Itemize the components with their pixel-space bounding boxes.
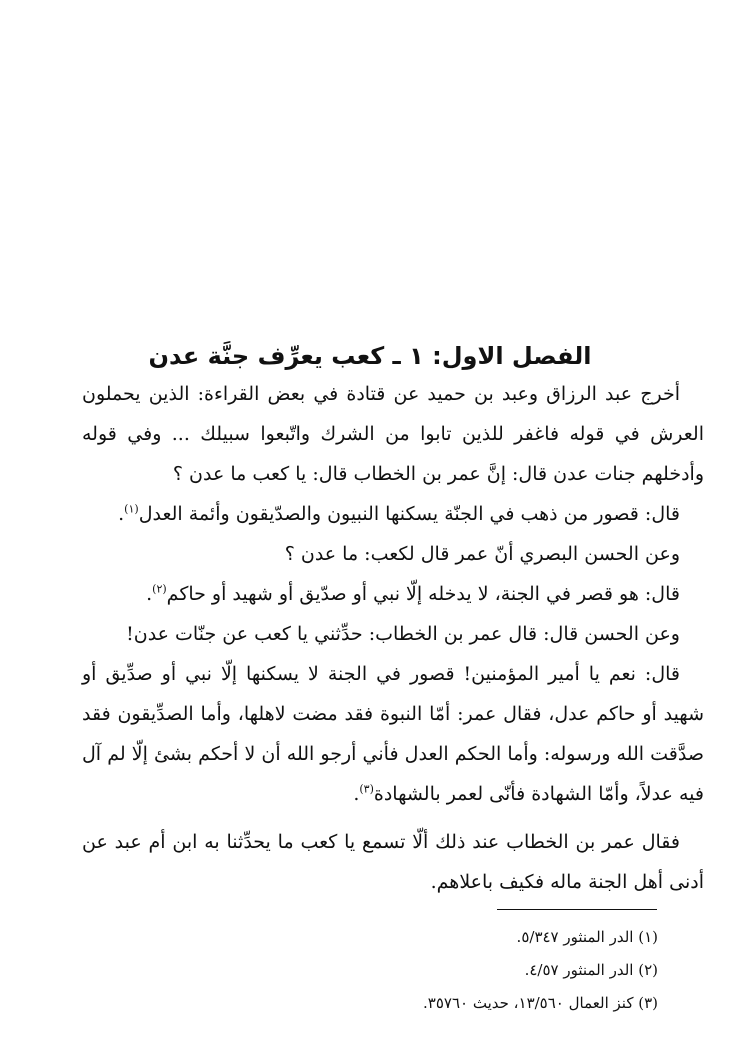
- footnote-ref: (٣): [359, 782, 374, 796]
- body-text: [82, 374, 704, 902]
- paragraph: وعن الحسن قال: قال عمر بن الخطاب: حدِّثني يا كعب عن جنّات عدن!: [126, 623, 680, 645]
- paragraph-text: قال: هو قصر في الجنة، لا يدخله إلّا نبي أو صدّيق أو شهيد أو حاكم: [166, 583, 680, 605]
- period: .: [146, 583, 153, 605]
- paragraph-text: قال: نعم يا أمير المؤمنين! قصور في الجنة لا يسكنها إلّا نبي أو صدِّيق أو شهيد أو حاكم عدل، فقال عمر: أمّا النبوة فقد مضت لاهلها، وأما الصدِّيقون فقد صدَّقت الله ورسوله: وأما الحكم العدل فأني أرجو الله أن لا أحكم بشئ إلّا لم آل فيه عدلاً، وأمّا الشهادة فأنّى لعمر بالشهادة: [82, 663, 704, 805]
- paragraph: [82, 494, 704, 534]
- chapter-title: الفصل الاول: ١ ـ كعب يعرِّف جنَّة عدن: [148, 342, 592, 370]
- paragraph: [82, 574, 704, 614]
- footnote: (٣) كنز العمال ١٣/٥٦٠، حديث ٣٥٧٦٠.: [423, 994, 658, 1012]
- footnote: (١) الدر المنثور ٥/٣٤٧.: [516, 928, 658, 946]
- paragraph-text: قال: قصور من ذهب في الجنّة يسكنها النبيون والصدّيقون وأئمة العدل: [138, 503, 680, 525]
- paragraph: أخرج عبد الرزاق وعبد بن حميد عن قتادة في بعض القراءة: الذين يحملون العرش في قوله فاغفر للذين تابوا من الشرك واتّبعوا سبيلك ... وفي قوله وأدخلهم جنات عدن قال: إنَّ عمر بن الخطاب قال: يا كعب ما عدن ؟: [82, 383, 704, 485]
- paragraph: [82, 654, 704, 814]
- footnote-divider: [497, 909, 657, 910]
- paragraph: فقال عمر بن الخطاب عند ذلك ألّا تسمع يا كعب ما يحدِّثنا به ابن أم عبد عن أدنى أهل الجنة ماله فكيف باعلاهم.: [82, 831, 704, 893]
- footnote: (٢) الدر المنثور ٤/٥٧.: [524, 961, 658, 979]
- footnotes: [82, 921, 658, 1020]
- paragraph: وعن الحسن البصري أنّ عمر قال لكعب: ما عدن ؟: [284, 543, 680, 565]
- period: .: [118, 503, 125, 525]
- footnote-ref: (١): [124, 502, 139, 516]
- footnote-ref: (٢): [152, 582, 167, 596]
- period: .: [353, 783, 360, 805]
